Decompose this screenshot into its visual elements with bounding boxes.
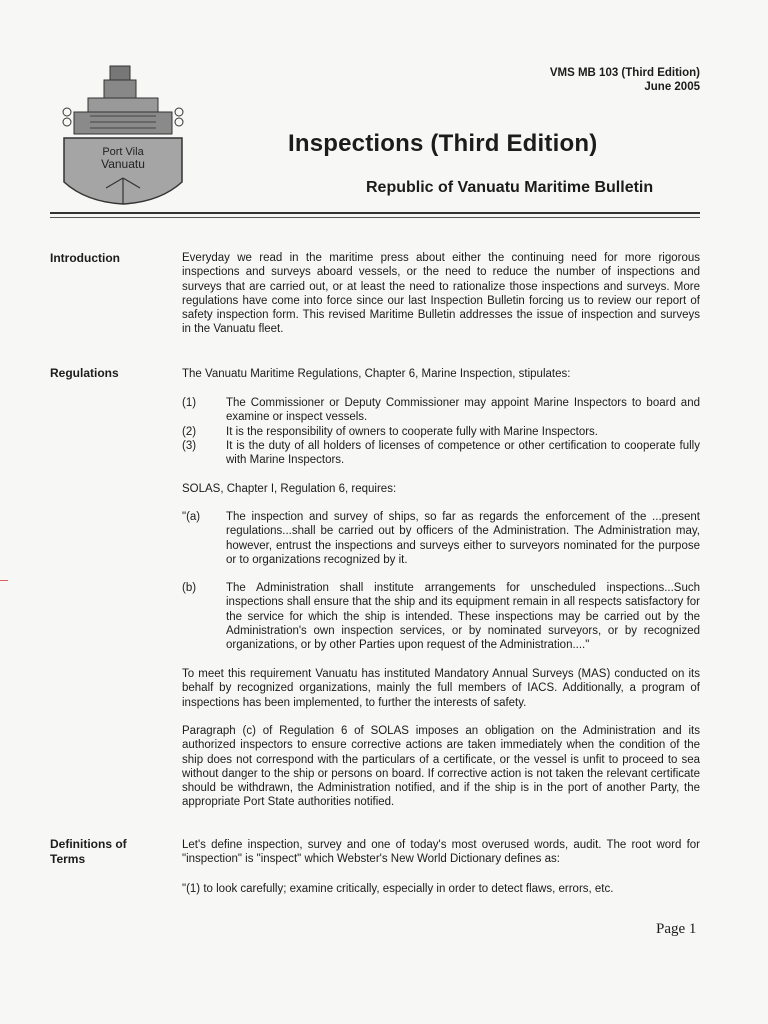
definition-quote: "(1) to look carefully; examine critically, especially in order to detect flaws, errors, etc.: [182, 883, 614, 895]
regulation-item: [182, 439, 700, 468]
regulation-item-number: (2): [182, 426, 197, 438]
section-heading-regulations: Regulations: [50, 366, 119, 380]
section-heading-definitions: [50, 837, 127, 867]
introduction-paragraph: Everyday we read in the maritime press about either the continuing need for more rigorous inspections and surveys aboard vessels, or the need to reduce the number of inspections and surveys that are carried out, or at least the need to rationalize those inspections and surveys. More regulations have come into force since our last Inspection Bulletin forcing us to review our report of safety inspection form. This revised Maritime Bulletin addresses the issue of inspection and surveys in the Vanuatu fleet.: [182, 252, 700, 336]
section-heading-introduction: Introduction: [50, 251, 120, 265]
regulation-item-text: It is the responsibility of owners to cooperate fully with Marine Inspectors.: [226, 426, 599, 438]
regulation-item-number: (3): [182, 440, 197, 452]
header-divider-thick: [50, 212, 700, 214]
solas-item: [182, 581, 700, 652]
definitions-paragraph: Let's define inspection, survey and one of today's most overused words, audit. The root word for "inspection" is "inspect" which Webster's New World Dictionary defines as:: [182, 839, 700, 866]
regulations-intro: The Vanuatu Maritime Regulations, Chapter 6, Marine Inspection, stipulates:: [182, 368, 571, 380]
page-title: Inspections (Third Edition): [288, 130, 598, 157]
solas-item-label: (b): [182, 582, 197, 594]
page-number: Page 1: [656, 921, 697, 937]
page-subtitle: Republic of Vanuatu Maritime Bulletin: [366, 179, 654, 196]
solas-intro: SOLAS, Chapter I, Regulation 6, requires:: [182, 483, 397, 495]
logo-text-line2: Vanuatu: [101, 157, 145, 171]
solas-item-text: The inspection and survey of ships, so far as regards the enforcement of the ...present regulations...shall be carried out by officers of the Administration. The Administration may, however, entrust the inspections and surveys either to surveyors nominated for the purpose or to organizations recognized by it.: [226, 511, 700, 566]
reference-date: June 2005: [644, 81, 700, 93]
document-reference: [550, 66, 700, 94]
regulation-item-number: (1): [182, 397, 197, 409]
definitions-heading-line2: Terms: [50, 852, 86, 866]
regulation-item-text: It is the duty of all holders of licenses of competence or other certification to cooperate fully with Marine Inspectors.: [226, 440, 700, 467]
paragraph-c: Paragraph (c) of Regulation 6 of SOLAS imposes an obligation on the Administration and its authorized inspectors to ensure corrective actions are taken immediately when the condition of the ship does not correspond with the particulars of a certificate, or the vessel is unfit to proceed to sea without danger to the ship or persons on board. If corrective action is not taken the relevant certificate should be withdrawn, the Administration notified, and if the ship is in the port of another Party, the appropriate Port State authorities notified.: [182, 725, 700, 809]
solas-item-label: "(a): [182, 511, 201, 523]
solas-item-text: The Administration shall institute arrangements for unscheduled inspections...Such inspections shall ensure that the ship and its equipment remain in all respects satisfactory for the service for which the ship is intended. These inspections may be carried out by the Administration's own inspection services, or by nominated surveyors, or by recognized organizations, or by other Parties upon request of the Administration....": [226, 582, 700, 652]
regulation-item: [182, 425, 700, 439]
definitions-heading-line1: Definitions of: [50, 837, 127, 851]
regulation-item-text: The Commissioner or Deputy Commissioner may appoint Marine Inspectors to board and examine or inspect vessels.: [226, 397, 700, 424]
reference-code: VMS MB 103 (Third Edition): [549, 67, 700, 79]
regulation-item: [182, 396, 700, 425]
port-vila-vanuatu-logo: [60, 64, 186, 206]
mas-paragraph: To meet this requirement Vanuatu has instituted Mandatory Annual Surveys (MAS) conducted on its behalf by recognized organizations, mainly the full members of IACS. Additionally, a program of inspections has been implemented, to further the interests of safety.: [182, 668, 700, 709]
header-divider-thin: [50, 217, 700, 218]
solas-item: [182, 510, 700, 567]
scan-margin-mark: [0, 580, 8, 581]
logo-text-line1: Port Vila: [102, 146, 144, 158]
